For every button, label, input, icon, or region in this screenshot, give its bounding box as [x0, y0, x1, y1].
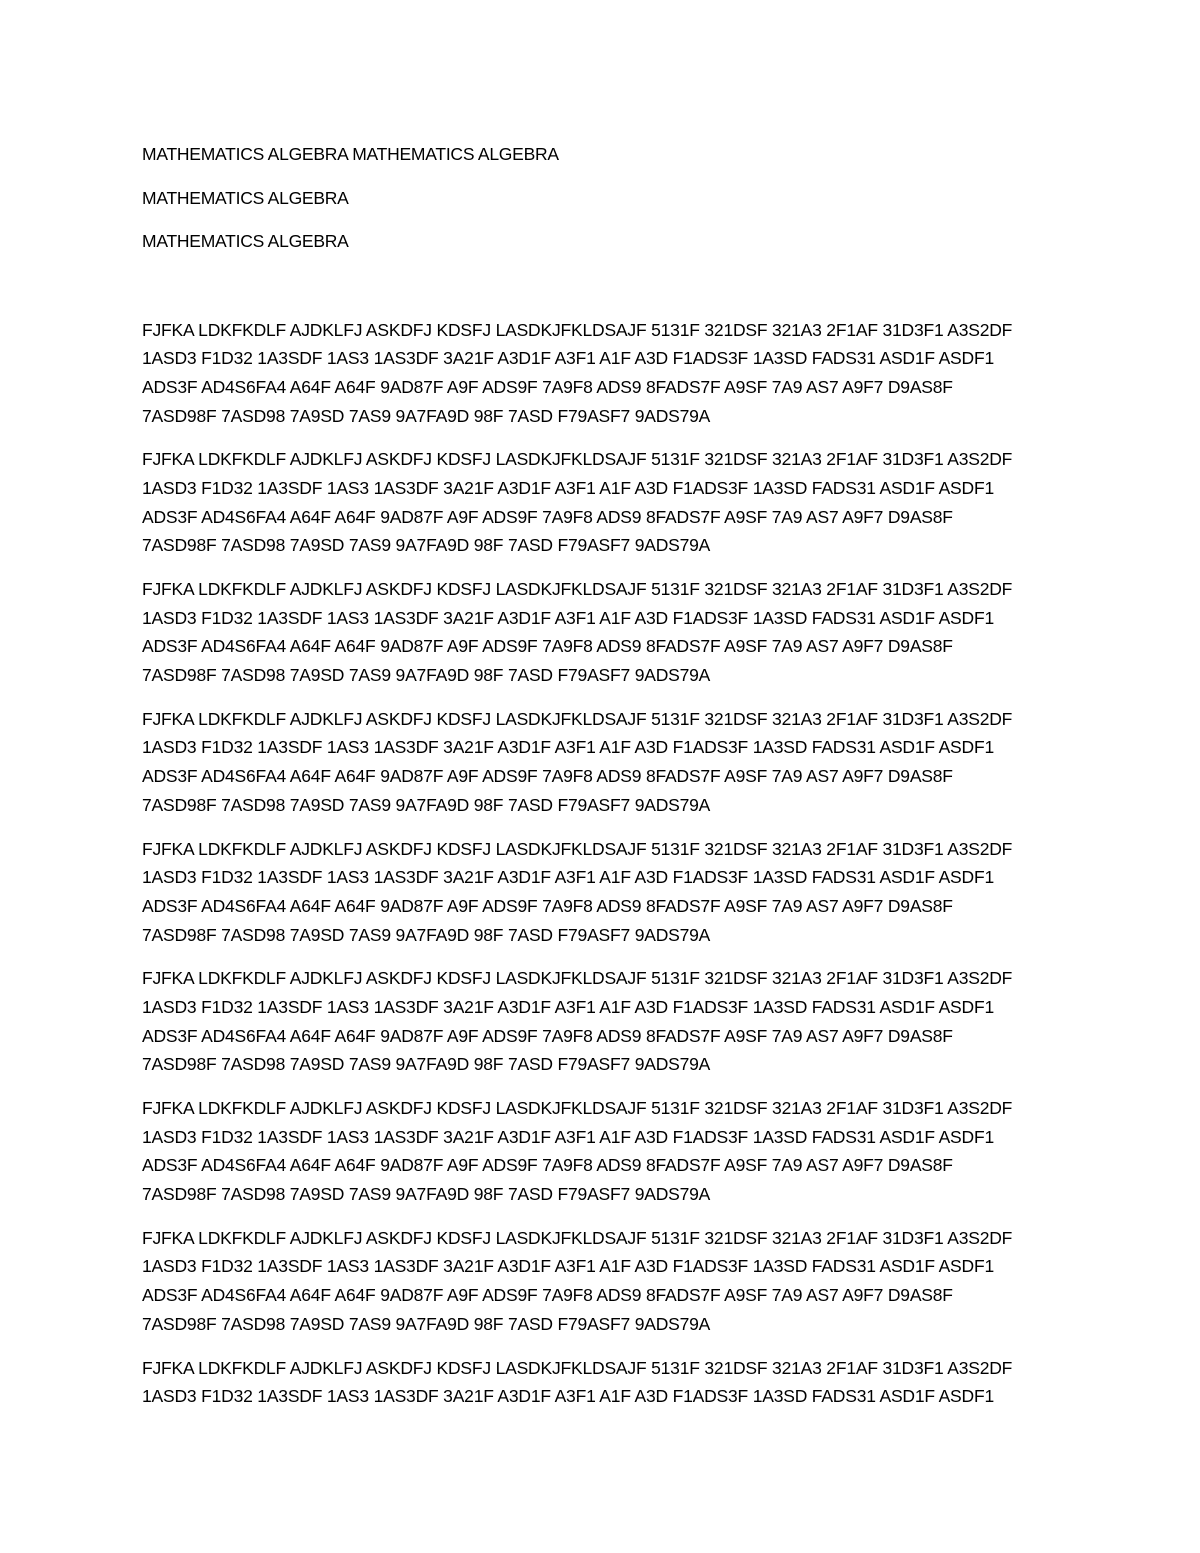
heading-spacer — [142, 271, 1062, 316]
paragraph-line: 7ASD98F 7ASD98 7A9SD 7AS9 9A7FA9D 98F 7ASD F79ASF7 9ADS79A — [142, 535, 711, 556]
paragraph-line: 1ASD3 F1D32 1A3SDF 1AS3 1AS3DF 3A21F A3D1F A3F1 A1F A3D F1ADS3F 1A3SD FADS31 ASD1F ASDF1 — [142, 996, 994, 1017]
body-paragraph — [142, 1094, 1062, 1209]
paragraph-line: 1ASD3 F1D32 1A3SDF 1AS3 1AS3DF 3A21F A3D1F A3F1 A1F A3D F1ADS3F 1A3SD FADS31 ASD1F ASDF1 — [142, 1126, 994, 1147]
body-paragraph — [142, 575, 1062, 690]
paragraph-line: ADS3F AD4S6FA4 A64F A64F 9AD87F A9F ADS9F 7A9F8 ADS9 8FADS7F A9SF 7A9 AS7 A9F7 D9AS8F — [142, 1025, 953, 1046]
document-body — [142, 140, 1062, 1426]
heading-line-3: MATHEMATICS ALGEBRA — [142, 231, 349, 251]
paragraph-line: 7ASD98F 7ASD98 7A9SD 7AS9 9A7FA9D 98F 7ASD F79ASF7 9ADS79A — [142, 405, 711, 426]
paragraph-line: ADS3F AD4S6FA4 A64F A64F 9AD87F A9F ADS9F 7A9F8 ADS9 8FADS7F A9SF 7A9 AS7 A9F7 D9AS8F — [142, 1155, 953, 1176]
paragraph-line: FJFKA LDKFKDLF AJDKLFJ ASKDFJ KDSFJ LASDKJFKLDSAJF 5131F 321DSF 321A3 2F1AF 31D3F1 A3S2DF — [142, 319, 1013, 340]
body-paragraph — [142, 1354, 1062, 1411]
paragraph-line: 1ASD3 F1D32 1A3SDF 1AS3 1AS3DF 3A21F A3D1F A3F1 A1F A3D F1ADS3F 1A3SD FADS31 ASD1F ASDF1 — [142, 867, 994, 888]
body-paragraph — [142, 835, 1062, 950]
body-paragraph — [142, 316, 1062, 431]
paragraph-line: 7ASD98F 7ASD98 7A9SD 7AS9 9A7FA9D 98F 7ASD F79ASF7 9ADS79A — [142, 665, 711, 686]
body-paragraph — [142, 964, 1062, 1079]
paragraph-line: 1ASD3 F1D32 1A3SDF 1AS3 1AS3DF 3A21F A3D1F A3F1 A1F A3D F1ADS3F 1A3SD FADS31 ASD1F ASDF1 — [142, 1256, 994, 1277]
heading-line-1: MATHEMATICS ALGEBRA MATHEMATICS ALGEBRA — [142, 144, 559, 164]
paragraph-line: FJFKA LDKFKDLF AJDKLFJ ASKDFJ KDSFJ LASDKJFKLDSAJF 5131F 321DSF 321A3 2F1AF 31D3F1 A3S2DF — [142, 1098, 1013, 1118]
paragraph-line: FJFKA LDKFKDLF AJDKLFJ ASKDFJ KDSFJ LASDKJFKLDSAJF 5131F 321DSF 321A3 2F1AF 31D3F1 A3S2DF — [142, 1357, 1013, 1378]
paragraph-line: 7ASD98F 7ASD98 7A9SD 7AS9 9A7FA9D 98F 7ASD F79ASF7 9ADS79A — [142, 794, 711, 815]
paragraph-line: 1ASD3 F1D32 1A3SDF 1AS3 1AS3DF 3A21F A3D1F A3F1 A1F A3D F1ADS3F 1A3SD FADS31 ASD1F ASDF1 — [142, 1386, 994, 1407]
paragraph-list — [142, 316, 1062, 1411]
paragraph-line: FJFKA LDKFKDLF AJDKLFJ ASKDFJ KDSFJ LASDKJFKLDSAJF 5131F 321DSF 321A3 2F1AF 31D3F1 A3S2DF — [142, 1227, 1013, 1248]
paragraph-line: ADS3F AD4S6FA4 A64F A64F 9AD87F A9F ADS9F 7A9F8 ADS9 8FADS7F A9SF 7A9 AS7 A9F7 D9AS8F — [142, 766, 953, 787]
paragraph-line: FJFKA LDKFKDLF AJDKLFJ ASKDFJ KDSFJ LASDKJFKLDSAJF 5131F 321DSF 321A3 2F1AF 31D3F1 A3S2DF — [142, 968, 1013, 989]
body-paragraph — [142, 705, 1062, 820]
paragraph-line: FJFKA LDKFKDLF AJDKLFJ ASKDFJ KDSFJ LASDKJFKLDSAJF 5131F 321DSF 321A3 2F1AF 31D3F1 A3S2DF — [142, 838, 1013, 859]
paragraph-line: 7ASD98F 7ASD98 7A9SD 7AS9 9A7FA9D 98F 7ASD F79ASF7 9ADS79A — [142, 924, 711, 945]
paragraph-line: ADS3F AD4S6FA4 A64F A64F 9AD87F A9F ADS9F 7A9F8 ADS9 8FADS7F A9SF 7A9 AS7 A9F7 D9AS8F — [142, 506, 953, 527]
paragraph-line: 7ASD98F 7ASD98 7A9SD 7AS9 9A7FA9D 98F 7ASD F79ASF7 9ADS79A — [142, 1054, 711, 1075]
paragraph-line: FJFKA LDKFKDLF AJDKLFJ ASKDFJ KDSFJ LASDKJFKLDSAJF 5131F 321DSF 321A3 2F1AF 31D3F1 A3S2DF — [142, 708, 1013, 729]
paragraph-line: 1ASD3 F1D32 1A3SDF 1AS3 1AS3DF 3A21F A3D1F A3F1 A1F A3D F1ADS3F 1A3SD FADS31 ASD1F ASDF1 — [142, 348, 994, 369]
paragraph-line: FJFKA LDKFKDLF AJDKLFJ ASKDFJ KDSFJ LASDKJFKLDSAJF 5131F 321DSF 321A3 2F1AF 31D3F1 A3S2DF — [142, 579, 1013, 599]
paragraph-line: 7ASD98F 7ASD98 7A9SD 7AS9 9A7FA9D 98F 7ASD F79ASF7 9ADS79A — [142, 1313, 711, 1334]
paragraph-line: 7ASD98F 7ASD98 7A9SD 7AS9 9A7FA9D 98F 7ASD F79ASF7 9ADS79A — [142, 1184, 711, 1205]
paragraph-line: FJFKA LDKFKDLF AJDKLFJ ASKDFJ KDSFJ LASDKJFKLDSAJF 5131F 321DSF 321A3 2F1AF 31D3F1 A3S2DF — [142, 449, 1013, 470]
paragraph-line: 1ASD3 F1D32 1A3SDF 1AS3 1AS3DF 3A21F A3D1F A3F1 A1F A3D F1ADS3F 1A3SD FADS31 ASD1F ASDF1 — [142, 737, 994, 758]
paragraph-line: ADS3F AD4S6FA4 A64F A64F 9AD87F A9F ADS9F 7A9F8 ADS9 8FADS7F A9SF 7A9 AS7 A9F7 D9AS8F — [142, 636, 953, 657]
paragraph-line: ADS3F AD4S6FA4 A64F A64F 9AD87F A9F ADS9F 7A9F8 ADS9 8FADS7F A9SF 7A9 AS7 A9F7 D9AS8F — [142, 376, 953, 397]
body-paragraph — [142, 1224, 1062, 1339]
body-paragraph — [142, 445, 1062, 560]
paragraph-line: ADS3F AD4S6FA4 A64F A64F 9AD87F A9F ADS9F 7A9F8 ADS9 8FADS7F A9SF 7A9 AS7 A9F7 D9AS8F — [142, 1285, 953, 1306]
paragraph-line: 1ASD3 F1D32 1A3SDF 1AS3 1AS3DF 3A21F A3D1F A3F1 A1F A3D F1ADS3F 1A3SD FADS31 ASD1F ASDF1 — [142, 607, 994, 628]
heading-line-2: MATHEMATICS ALGEBRA — [142, 187, 349, 208]
paragraph-line: 1ASD3 F1D32 1A3SDF 1AS3 1AS3DF 3A21F A3D1F A3F1 A1F A3D F1ADS3F 1A3SD FADS31 ASD1F ASDF1 — [142, 477, 994, 498]
paragraph-line: ADS3F AD4S6FA4 A64F A64F 9AD87F A9F ADS9F 7A9F8 ADS9 8FADS7F A9SF 7A9 AS7 A9F7 D9AS8F — [142, 895, 953, 916]
